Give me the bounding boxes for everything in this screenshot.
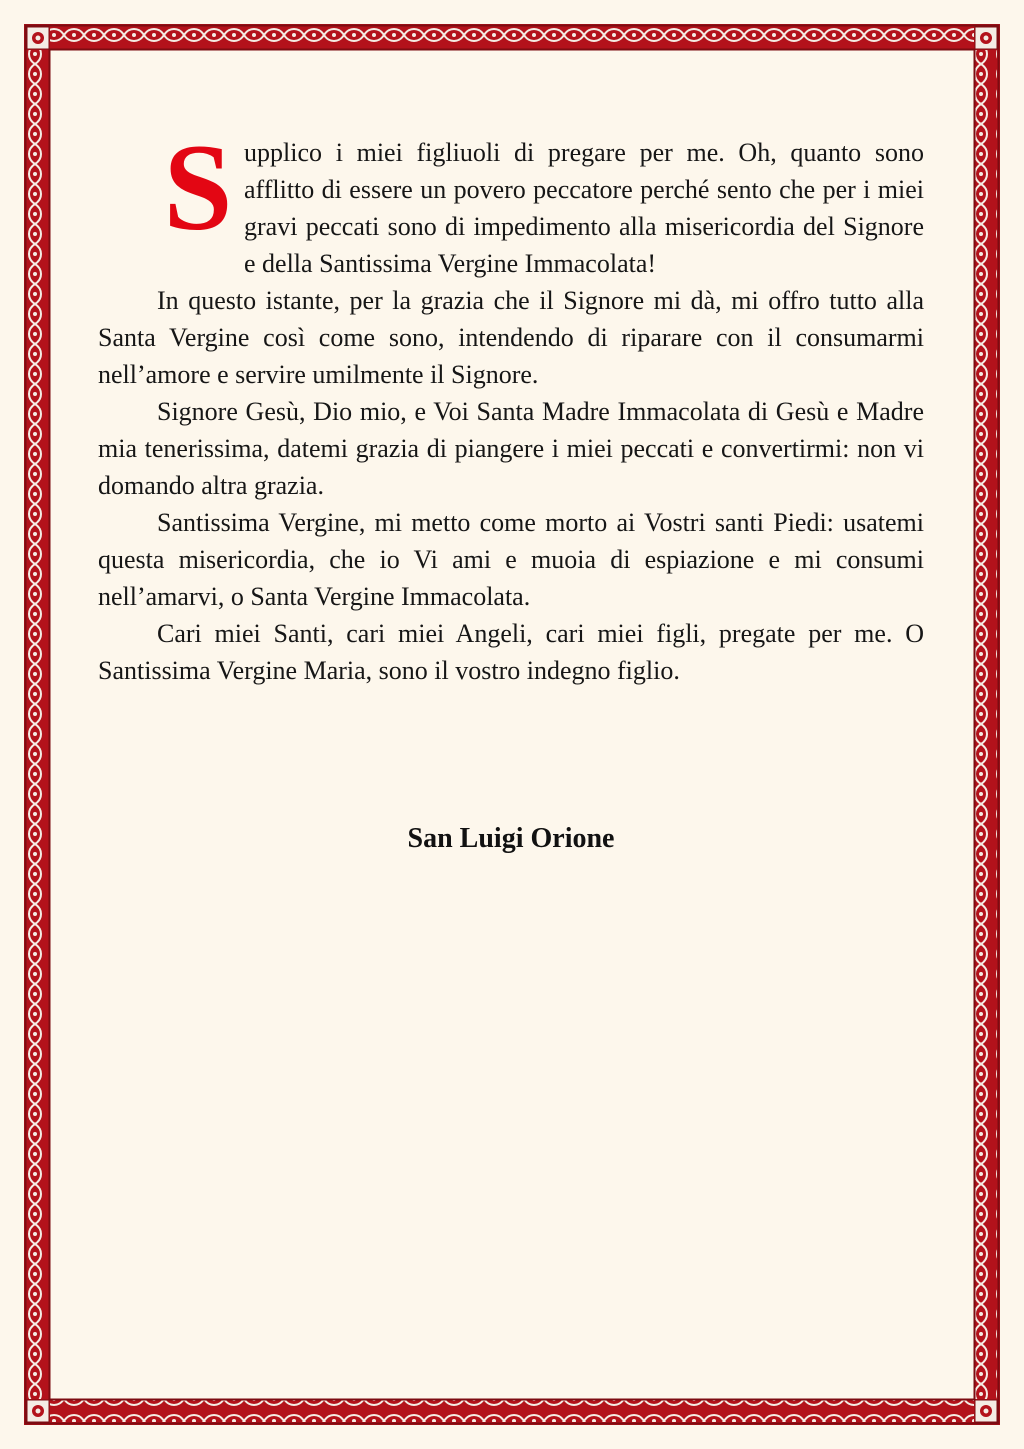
paragraph-2: In questo istante, per la grazia che il Signore mi dà, mi offro tutto alla Santa Vergine così come sono, intendendo di riparare con il consumarmi nell’amore e servire umilmente il Signore.	[98, 286, 924, 389]
drop-cap: S	[163, 119, 233, 256]
signature: San Luigi Orione	[407, 823, 615, 854]
paragraph-5: Cari miei Santi, cari miei Angeli, cari miei figli, pregate per me. O Santissima Vergine Maria, sono il vostro indegno figlio.	[98, 619, 924, 685]
paragraph-3: Signore Gesù, Dio mio, e Voi Santa Madre Immacolata di Gesù e Madre mia tenerissima, datemi grazia di piangere i miei peccati e convertirmi: non vi domando altra grazia.	[98, 397, 924, 500]
paragraph-4: Santissima Vergine, mi metto come morto ai Vostri santi Piedi: usatemi questa misericordia, che io Vi ami e muoia di espiazione e mi consumi nell’amarvi, o Santa Vergine Immacolata.	[98, 508, 924, 611]
paragraph-1	[98, 119, 924, 282]
paragraph-1-text: upplico i miei figliuoli di pregare per me. Oh, quanto sono afflitto di essere un povero peccatore perché sento che per i miei gravi peccati sono di impedimento alla misericordia del Signore e della Santissima Vergine Immacolata!	[244, 138, 924, 278]
prayer-text	[98, 119, 924, 689]
